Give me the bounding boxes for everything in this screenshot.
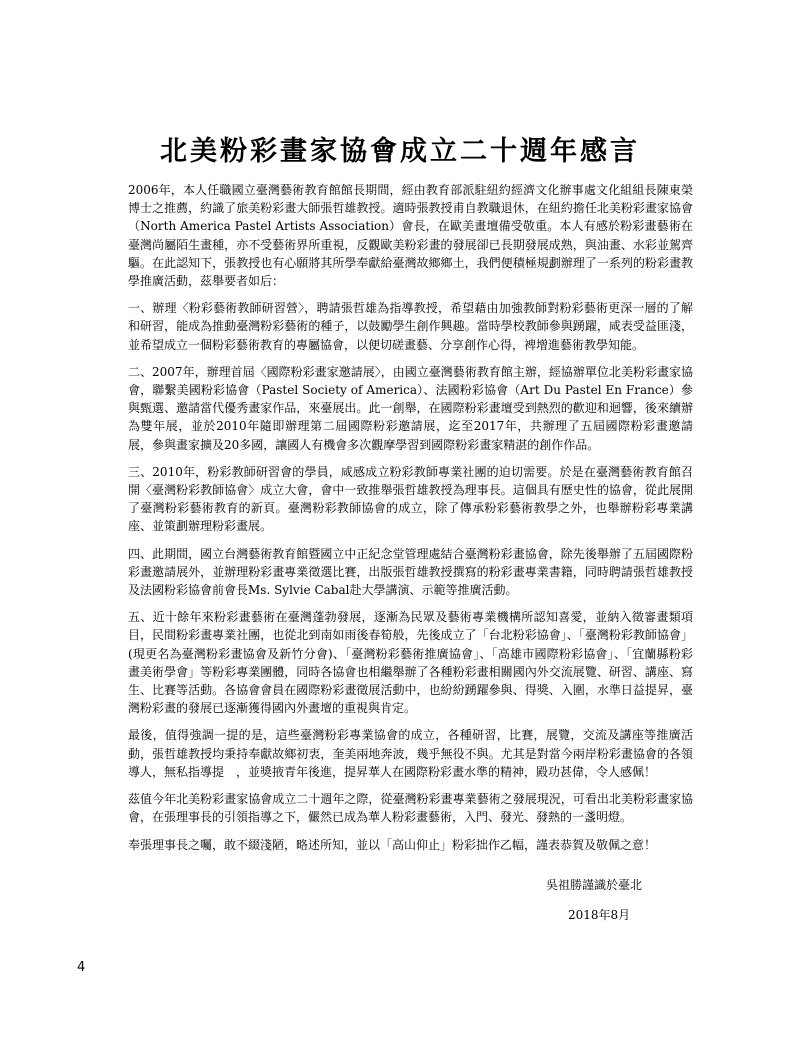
- paragraph-item-3: 三、2010年，粉彩教師研習會的學員，咸感成立粉彩教師專業社團的迫切需要。於是在臺灣藝術教育館召開〈臺灣粉彩教師協會〉成立大會，會中一致推舉張哲雄教授為理事長。這個具有歷史性的協會，從此展開了臺灣粉彩藝術教育的新頁。臺灣粉彩教師協會的成立，除了傳承粉彩藝術教學之外，也舉辦粉彩專業講座、並策劃辦理粉彩畫展。: [128, 464, 693, 534]
- page-title: 北美粉彩畫家協會成立二十週年感言: [160, 136, 640, 167]
- closing-paragraph-1: 最後，值得強調一提的是，這些臺灣粉彩專業協會的成立，各種研習，比賽，展覽，交流及講座等推廣活動，張哲雄教授均秉持奉獻故鄉初衷，奎美兩地奔波，幾乎無役不與。尤其是對當今兩岸粉彩畫協會的各領導人，無私指導提 ，並獎掖青年後進，提昇華人在國際粉彩畫水準的精神，殿功甚偉，令人感佩！: [128, 728, 693, 779]
- closing-paragraph-2: 茲值今年北美粉彩畫家協會成立二十週年之際，從臺灣粉彩畫專業藝術之發展現況，可看出北美粉彩畫家協會，在張理事長的引領指導之下，儼然已成為華人粉彩畫藝術，入門、發光、發熱的一盞明燈。: [128, 792, 693, 825]
- paragraph-item-5: 五、近十餘年來粉彩畫藝術在臺灣蓬勃發展，逐漸為民眾及藝術專業機構所認知喜愛，並納入徵審畫類項目，民間粉彩畫專業社團，也從北到南如雨後春筍般，先後成立了「台北粉彩協會」、「臺灣粉彩教師協會」(現更名為臺灣粉彩畫協會及新竹分會)、「臺灣粉彩藝術推廣協會」、「高雄市國際粉彩協會」、「宜蘭縣粉彩畫美術學會」等粉彩專業團體，同時各協會也相繼舉辦了各種粉彩畫相關國內外交流展覽、研習、講座、寫生、比賽等活動。各協會會員在國際粉彩畫徵展活動中，也紛紛踴躍參與、得獎、入圍，水準日益提昇，臺灣粉彩畫的發展已逐漸獲得國內外畫壇的重視與肯定。: [128, 610, 693, 716]
- signature-block: [520, 876, 720, 924]
- intro-paragraph: 2006年，本人任職國立臺灣藝術教育館館長期間，經由教育部派駐紐約經濟文化辦事處文化組組長陳東榮博士之推薦，約識了旅美粉彩畫大師張哲雄教授。適時張教授甫自教職退休，在紐約擔任北美粉彩畫家協會（North America Pastel Artists Association）會長，在歐美畫壇備受敬重。本人有感於粉彩畫藝術在臺灣尚屬陌生畫種，亦不受藝術界所重視，反觀歐美粉彩畫的發展卻已長期發展成熟，與油畫、水彩並駕齊驅。在此認知下，張教授也有心願將其所學奉獻給臺灣故鄉鄉土，我們便積極規劃辦理了一系列的粉彩畫教學推廣活動，茲舉要者如后：: [128, 183, 693, 289]
- paragraph-item-2: 二、2007年，辦理首屆〈國際粉彩畫家邀請展〉，由國立臺灣藝術教育館主辦，經協辦單位北美粉彩畫家協會，聯繫美國粉彩協會（Pastel Society of America）、法國粉彩協會（Art Du Pastel En France）參與甄選、邀請當代優秀畫家作品，來臺展出。此一創舉，在國際粉彩畫壇受到熱烈的歡迎和迴響，後來續辦為雙年展，並於2010年隨即辦理第二屆國際粉彩邀請展，迄至2017年，共辦理了五屆國際粉彩畫邀請展，參與畫家擴及20多國，讓國人有機會多次觀摩學習到國際粉彩畫家精湛的創作作品。: [128, 364, 693, 452]
- signature-name: 吳祖勝謹識於臺北: [546, 878, 643, 892]
- document-body: [128, 181, 693, 863]
- signature-date: 2018年8月: [568, 908, 631, 922]
- closing-paragraph-3: 奉張理事長之囑，敢不綴淺陋，略述所知，並以「高山仰止」粉彩拙作乙幅，謹表恭賀及敬佩之意！: [128, 837, 657, 852]
- paragraph-item-4: 四、此期間，國立台灣藝術教育館暨國立中正紀念堂管理處結合臺灣粉彩畫協會，除先後舉辦了五屆國際粉彩畫邀請展外，並辦理粉彩畫專業徵選比賽，出版張哲雄教授撰寫的粉彩畫專業書籍，同時聘請張哲雄教授及法國粉彩協會前會長Ms. Sylvie Cabal赴大學講演、示範等推廣活動。: [128, 546, 693, 598]
- paragraph-item-1: 一、辦理〈粉彩藝術教師研習營〉，聘請張哲雄為指導教授，希望藉由加強教師對粉彩藝術更深一層的了解和研習，能成為推動臺灣粉彩藝術的種子，以鼓勵學生創作興趣。當時學校教師參與踴躍，咸表受益匪淺，並希望成立一個粉彩藝術教育的專屬協會，以便切磋畫藝、分享創作心得，裨增進藝術教學知能。: [128, 301, 693, 352]
- page-number: 4: [77, 960, 86, 975]
